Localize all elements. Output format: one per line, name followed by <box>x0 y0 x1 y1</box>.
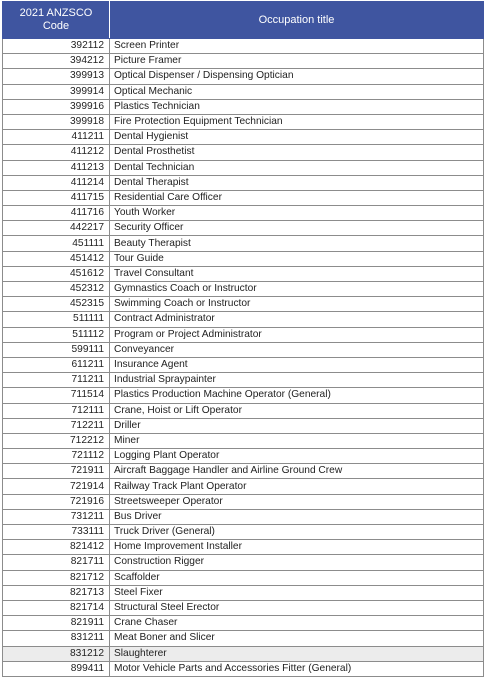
table-row <box>3 403 484 418</box>
table-row <box>3 464 484 479</box>
occupation-title-cell: Industrial Spraypainter <box>110 373 484 388</box>
occupation-title-cell: Plastics Production Machine Operator (General) <box>110 388 484 403</box>
occupation-title-cell: Youth Worker <box>110 206 484 221</box>
table-row <box>3 585 484 600</box>
table-row <box>3 69 484 84</box>
table-row <box>3 221 484 236</box>
table-row <box>3 160 484 175</box>
column-header-code <box>3 2 110 39</box>
occupation-code-cell: 511112 <box>3 327 110 342</box>
occupation-code-cell: 821412 <box>3 540 110 555</box>
table-row <box>3 540 484 555</box>
occupation-code-cell: 899411 <box>3 661 110 676</box>
table-row <box>3 600 484 615</box>
occupation-code-cell: 411213 <box>3 160 110 175</box>
occupation-title-cell: Dental Technician <box>110 160 484 175</box>
occupation-title-cell: Construction Rigger <box>110 555 484 570</box>
occupation-title-cell: Dental Therapist <box>110 175 484 190</box>
occupation-table-container <box>2 1 483 677</box>
occupation-code-cell: 831211 <box>3 631 110 646</box>
occupation-title-cell: Gymnastics Coach or Instructor <box>110 282 484 297</box>
occupation-code-cell: 392112 <box>3 39 110 54</box>
occupation-code-cell: 721916 <box>3 494 110 509</box>
occupation-title-cell: Driller <box>110 418 484 433</box>
occupation-title-cell: Optical Dispenser / Dispensing Optician <box>110 69 484 84</box>
table-row <box>3 661 484 676</box>
table-row <box>3 54 484 69</box>
occupation-code-cell: 821712 <box>3 570 110 585</box>
occupation-title-cell: Aircraft Baggage Handler and Airline Ground Crew <box>110 464 484 479</box>
occupation-code-cell: 411211 <box>3 130 110 145</box>
column-header-code-line2: Code <box>42 20 70 32</box>
occupation-title-cell: Steel Fixer <box>110 585 484 600</box>
table-row <box>3 646 484 661</box>
table-header <box>3 2 484 39</box>
occupation-code-cell: 452312 <box>3 282 110 297</box>
table-row <box>3 175 484 190</box>
occupation-title-cell: Beauty Therapist <box>110 236 484 251</box>
occupation-code-cell: 821713 <box>3 585 110 600</box>
occupation-title-cell: Tour Guide <box>110 251 484 266</box>
occupation-code-cell: 831212 <box>3 646 110 661</box>
occupation-title-cell: Crane, Hoist or Lift Operator <box>110 403 484 418</box>
occupation-title-cell: Plastics Technician <box>110 99 484 114</box>
occupation-code-cell: 711514 <box>3 388 110 403</box>
occupation-code-cell: 599111 <box>3 342 110 357</box>
table-row <box>3 206 484 221</box>
occupation-table <box>2 1 484 677</box>
occupation-code-cell: 452315 <box>3 297 110 312</box>
occupation-title-cell: Swimming Coach or Instructor <box>110 297 484 312</box>
table-row <box>3 282 484 297</box>
header-row <box>3 2 484 39</box>
occupation-title-cell: Streetsweeper Operator <box>110 494 484 509</box>
table-row <box>3 631 484 646</box>
occupation-code-cell: 411716 <box>3 206 110 221</box>
table-row <box>3 373 484 388</box>
occupation-code-cell: 394212 <box>3 54 110 69</box>
table-row <box>3 266 484 281</box>
occupation-title-cell: Contract Administrator <box>110 312 484 327</box>
occupation-code-cell: 399918 <box>3 114 110 129</box>
table-row <box>3 555 484 570</box>
occupation-title-cell: Security Officer <box>110 221 484 236</box>
occupation-code-cell: 721911 <box>3 464 110 479</box>
occupation-code-cell: 451412 <box>3 251 110 266</box>
occupation-title-cell: Railway Track Plant Operator <box>110 479 484 494</box>
column-header-title: Occupation title <box>110 2 484 39</box>
occupation-title-cell: Miner <box>110 433 484 448</box>
table-body <box>3 39 484 677</box>
table-row <box>3 494 484 509</box>
table-row <box>3 357 484 372</box>
table-row <box>3 99 484 114</box>
occupation-title-cell: Fire Protection Equipment Technician <box>110 114 484 129</box>
table-row <box>3 388 484 403</box>
table-row <box>3 236 484 251</box>
occupation-title-cell: Crane Chaser <box>110 616 484 631</box>
occupation-code-cell: 821714 <box>3 600 110 615</box>
table-row <box>3 145 484 160</box>
table-row <box>3 616 484 631</box>
table-row <box>3 130 484 145</box>
table-row <box>3 479 484 494</box>
table-row <box>3 190 484 205</box>
table-row <box>3 525 484 540</box>
occupation-title-cell: Structural Steel Erector <box>110 600 484 615</box>
table-row <box>3 84 484 99</box>
occupation-title-cell: Motor Vehicle Parts and Accessories Fitter (General) <box>110 661 484 676</box>
occupation-title-cell: Home Improvement Installer <box>110 540 484 555</box>
occupation-title-cell: Residential Care Officer <box>110 190 484 205</box>
table-row <box>3 114 484 129</box>
occupation-code-cell: 399914 <box>3 84 110 99</box>
table-row <box>3 449 484 464</box>
table-row <box>3 327 484 342</box>
occupation-title-cell: Scaffolder <box>110 570 484 585</box>
occupation-code-cell: 821911 <box>3 616 110 631</box>
occupation-code-cell: 731211 <box>3 509 110 524</box>
occupation-code-cell: 411212 <box>3 145 110 160</box>
occupation-title-cell: Program or Project Administrator <box>110 327 484 342</box>
occupation-code-cell: 721914 <box>3 479 110 494</box>
occupation-title-cell: Slaughterer <box>110 646 484 661</box>
occupation-code-cell: 411214 <box>3 175 110 190</box>
occupation-title-cell: Insurance Agent <box>110 357 484 372</box>
occupation-title-cell: Conveyancer <box>110 342 484 357</box>
table-row <box>3 312 484 327</box>
occupation-code-cell: 721112 <box>3 449 110 464</box>
occupation-code-cell: 712211 <box>3 418 110 433</box>
occupation-code-cell: 451612 <box>3 266 110 281</box>
occupation-code-cell: 399916 <box>3 99 110 114</box>
column-header-code-line1: 2021 ANZSCO <box>19 7 93 19</box>
table-row <box>3 570 484 585</box>
occupation-title-cell: Dental Prosthetist <box>110 145 484 160</box>
occupation-title-cell: Logging Plant Operator <box>110 449 484 464</box>
occupation-code-cell: 733111 <box>3 525 110 540</box>
occupation-code-cell: 451111 <box>3 236 110 251</box>
table-row <box>3 297 484 312</box>
table-row <box>3 418 484 433</box>
occupation-code-cell: 442217 <box>3 221 110 236</box>
occupation-code-cell: 712111 <box>3 403 110 418</box>
occupation-title-cell: Travel Consultant <box>110 266 484 281</box>
table-row <box>3 39 484 54</box>
occupation-code-cell: 711211 <box>3 373 110 388</box>
occupation-code-cell: 611211 <box>3 357 110 372</box>
occupation-code-cell: 411715 <box>3 190 110 205</box>
table-row <box>3 509 484 524</box>
table-row <box>3 342 484 357</box>
occupation-title-cell: Optical Mechanic <box>110 84 484 99</box>
occupation-title-cell: Picture Framer <box>110 54 484 69</box>
occupation-code-cell: 712212 <box>3 433 110 448</box>
table-row <box>3 251 484 266</box>
occupation-title-cell: Meat Boner and Slicer <box>110 631 484 646</box>
occupation-title-cell: Bus Driver <box>110 509 484 524</box>
occupation-code-cell: 511111 <box>3 312 110 327</box>
occupation-title-cell: Dental Hygienist <box>110 130 484 145</box>
occupation-code-cell: 821711 <box>3 555 110 570</box>
table-row <box>3 433 484 448</box>
occupation-code-cell: 399913 <box>3 69 110 84</box>
occupation-title-cell: Screen Printer <box>110 39 484 54</box>
occupation-title-cell: Truck Driver (General) <box>110 525 484 540</box>
